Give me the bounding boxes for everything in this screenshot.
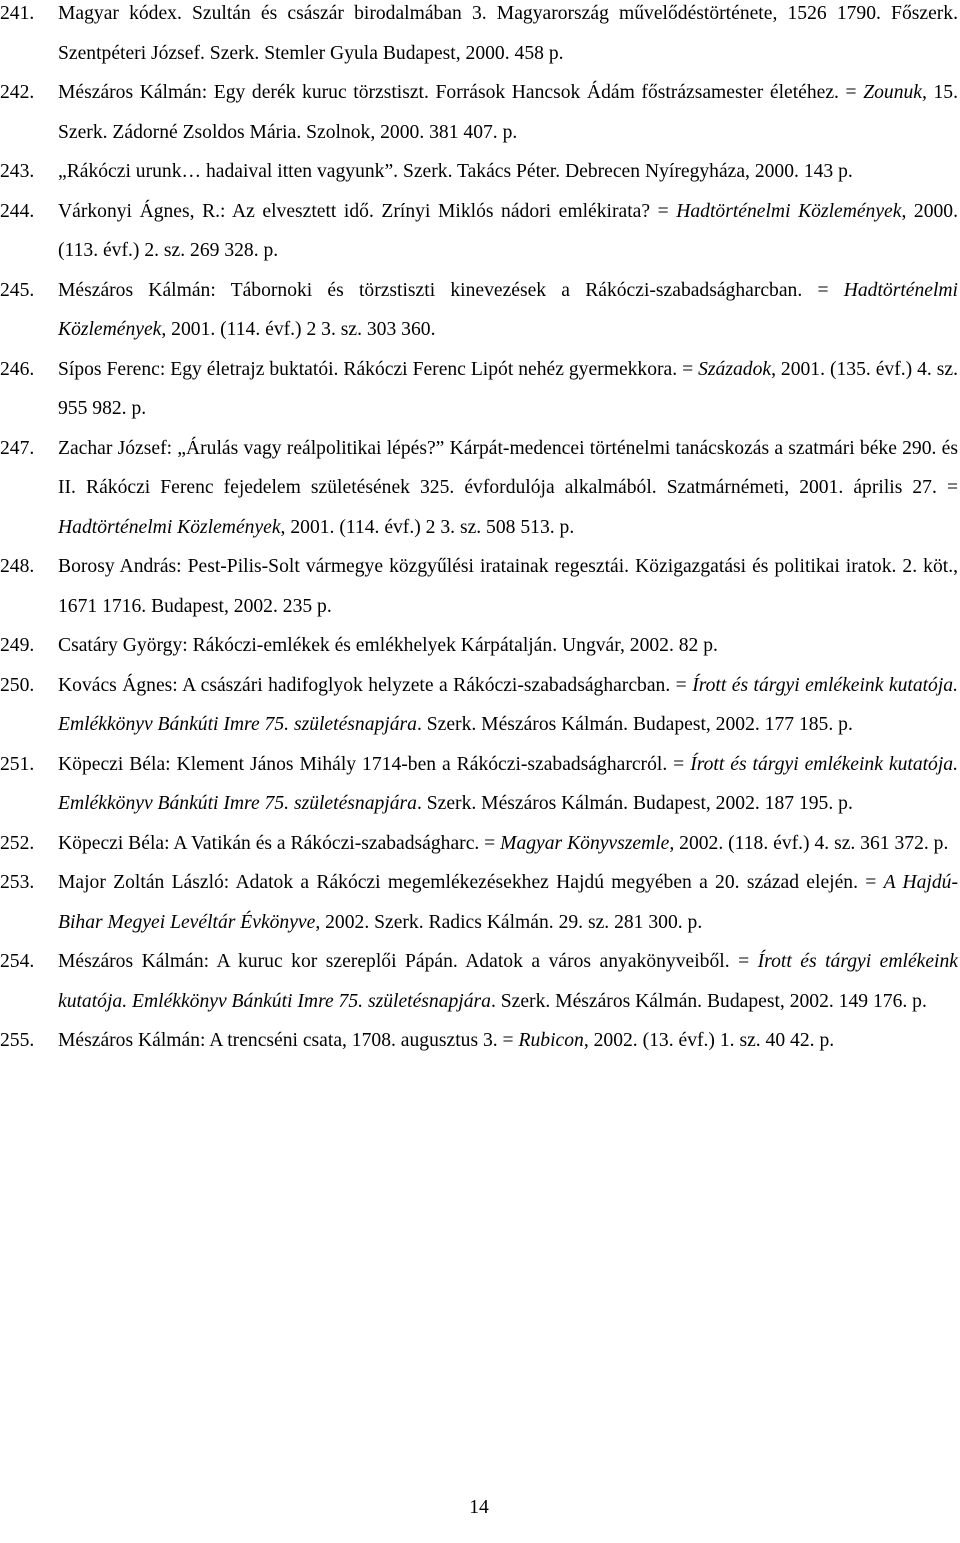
entry-segment: Zachar József: „Árulás vagy reálpolitikai lépés?” Kárpát-medencei történelmi tanácskozás a szatmári béke 290. és II. Rákóczi Ferenc fejedelem születésének 325. évfordulója alkalmából. Szatmárnémeti, 2001. április 27. = [58,437,958,498]
bibliography-entry [0,0,958,73]
entry-text [58,438,958,538]
entry-italic-segment: Hadtörténelmi Közlemények [676,200,902,222]
entry-number: 250. [0,674,35,696]
bibliography-entry [0,1021,958,1061]
entry-italic-segment: Zounuk, [863,82,927,103]
entry-segment: „Rákóczi urunk… hadaival itten vagyunk”. Szerk. Takács Péter. Debrecen Nyíregyháza, 2000. 143 p. [58,161,853,182]
entry-text [58,754,958,815]
entry-segment: . Szerk. Mészáros Kálmán. Budapest, 2002. 149 176. p. [490,990,927,1012]
bibliography-entry [0,863,958,942]
entry-text [58,280,958,341]
entry-segment: , 2002. (13. évf.) 1. sz. 40 42. p. [583,1030,835,1051]
entry-text [58,833,948,854]
bibliography-entry [0,626,958,666]
bibliography-entry [0,547,958,626]
entry-text [58,161,853,182]
entry-number: 255. [0,1030,35,1051]
bibliography-entry [0,666,958,745]
entry-segment: Kovács Ágnes: A császári hadifoglyok helyzete a Rákóczi-szabadságharcban. = [58,674,693,696]
entry-number: 247. [0,437,35,459]
entry-number: 243. [0,161,35,182]
entry-segment: 2002. (118. évf.) 4. sz. 361 372. p. [674,832,949,854]
entry-text [58,556,958,617]
entry-italic-segment: Századok [698,358,772,380]
entry-number: 253. [0,872,35,893]
bibliography-entry [0,192,958,271]
entry-segment: . Szerk. Mészáros Kálmán. Budapest, 2002. 187 195. p. [416,793,853,814]
entry-text [58,872,958,933]
entry-segment: Borosy András: Pest-Pilis-Solt vármegye közgyűlési iratainak regesztái. Közigazgatási és politikai iratok. 2. köt., 1671 1716. Budapest, 2002. 235 p. [58,556,958,617]
entry-text [58,201,958,262]
entry-segment: 15. Szerk. Zádorné Zsoldos Mária. Szolnok, 2000. 381 407. p. [58,82,958,143]
entry-segment: , 2001. (114. évf.) 2 3. sz. 303 360. [161,319,436,340]
bibliography-entry [0,271,958,350]
bibliography-entry [0,152,958,192]
entry-segment: . Szerk. Mészáros Kálmán. Budapest, 2002. 177 185. p. [416,714,853,735]
entry-number: 254. [0,951,35,972]
entry-number: 241. [0,3,35,24]
entry-italic-segment: Írott és tárgyi emlékeink kutatója. Emlékkönyv Bánkúti Imre 75. születésnapjára [58,674,958,735]
entry-segment: , 2001. (114. évf.) 2 3. sz. 508 513. p. [280,516,575,538]
entry-number: 249. [0,635,35,656]
entry-text [58,675,958,736]
bibliography-entry [0,745,958,824]
entry-segment: Csatáry György: Rákóczi-emlékek és emlékhelyek Kárpátalján. Ungvár, 2002. 82 p. [58,635,718,656]
entry-number: 246. [0,358,35,380]
page-number: 14 [469,1497,489,1518]
entry-italic-segment: Írott és tárgyi emlékeink kutatója. Emlékkönyv Bánkúti Imre 75. születésnapjára [58,753,958,814]
entry-number: 245. [0,279,35,301]
entry-segment: , 2002. Szerk. Radics Kálmán. 29. sz. 281 300. p. [315,911,703,933]
entry-segment: Várkonyi Ágnes, R.: Az elvesztett idő. Zrínyi Miklós nádori emlékirata? = [58,200,677,222]
entry-number: 244. [0,200,35,222]
entry-number: 251. [0,753,35,775]
entry-segment: Major Zoltán László: Adatok a Rákóczi megemlékezésekhez Hajdú megyében a 20. század elején. = [58,872,884,893]
entry-segment: Mészáros Kálmán: Egy derék kuruc törzstiszt. Források Hancsok Ádám főstrázsamester életéhez. = [58,82,864,103]
entry-segment: Köpeczi Béla: A Vatikán és a Rákóczi-szabadságharc. = [58,832,501,854]
entry-text [58,82,958,143]
entry-segment: Köpeczi Béla: Klement János Mihály 1714-ben a Rákóczi-szabadságharcról. = [58,753,691,775]
entry-text [58,951,958,1012]
bibliography-entry [0,429,958,548]
entry-text [58,1030,834,1051]
entry-number: 242. [0,82,35,103]
entry-number: 252. [0,832,35,854]
entry-segment: Magyar kódex. Szultán és császár birodalmában 3. Magyarország művelődéstörténete, 1526 1790. Főszerk. Szentpéteri József. Szerk. Stemler Gyula Budapest, 2000. 458 p. [58,3,958,64]
entry-segment: Sípos Ferenc: Egy életrajz buktatói. Rákóczi Ferenc Lipót nehéz gyermekkora. = [58,358,699,380]
entry-segment: Mészáros Kálmán: A kuruc kor szereplői Pápán. Adatok a város anyakönyveiből. = [58,951,758,972]
entry-text [58,3,958,64]
entry-italic-segment: Írott és tárgyi emlékeink kutatója. Emlékkönyv Bánkúti Imre 75. születésnapjára [58,951,958,1012]
entry-segment: Mészáros Kálmán: A trencséni csata, 1708. augusztus 3. = [58,1030,519,1051]
entry-segment: Mészáros Kálmán: Tábornoki és törzstiszti kinevezések a Rákóczi-szabadságharcban. = [58,279,844,301]
entry-italic-segment: Hadtörténelmi Közlemények [58,279,958,340]
entry-italic-segment: Magyar Könyvszemle, [500,832,675,854]
bibliography-entry [0,942,958,1021]
entry-italic-segment: Hadtörténelmi Közlemények [58,516,281,538]
entry-italic-segment: Rubicon [518,1030,584,1051]
entry-italic-segment: A Hajdú-Bihar Megyei Levéltár Évkönyve [58,872,958,933]
bibliography-entry [0,350,958,429]
entry-segment: , 2000. (113. évf.) 2. sz. 269 328. p. [58,200,958,261]
bibliography-entry [0,73,958,152]
entry-text [58,635,718,656]
entry-segment: , 2001. (135. évf.) 4. sz. 955 982. p. [58,358,959,419]
bibliography-entry [0,824,958,864]
entry-number: 248. [0,556,35,577]
entry-text [58,359,958,420]
